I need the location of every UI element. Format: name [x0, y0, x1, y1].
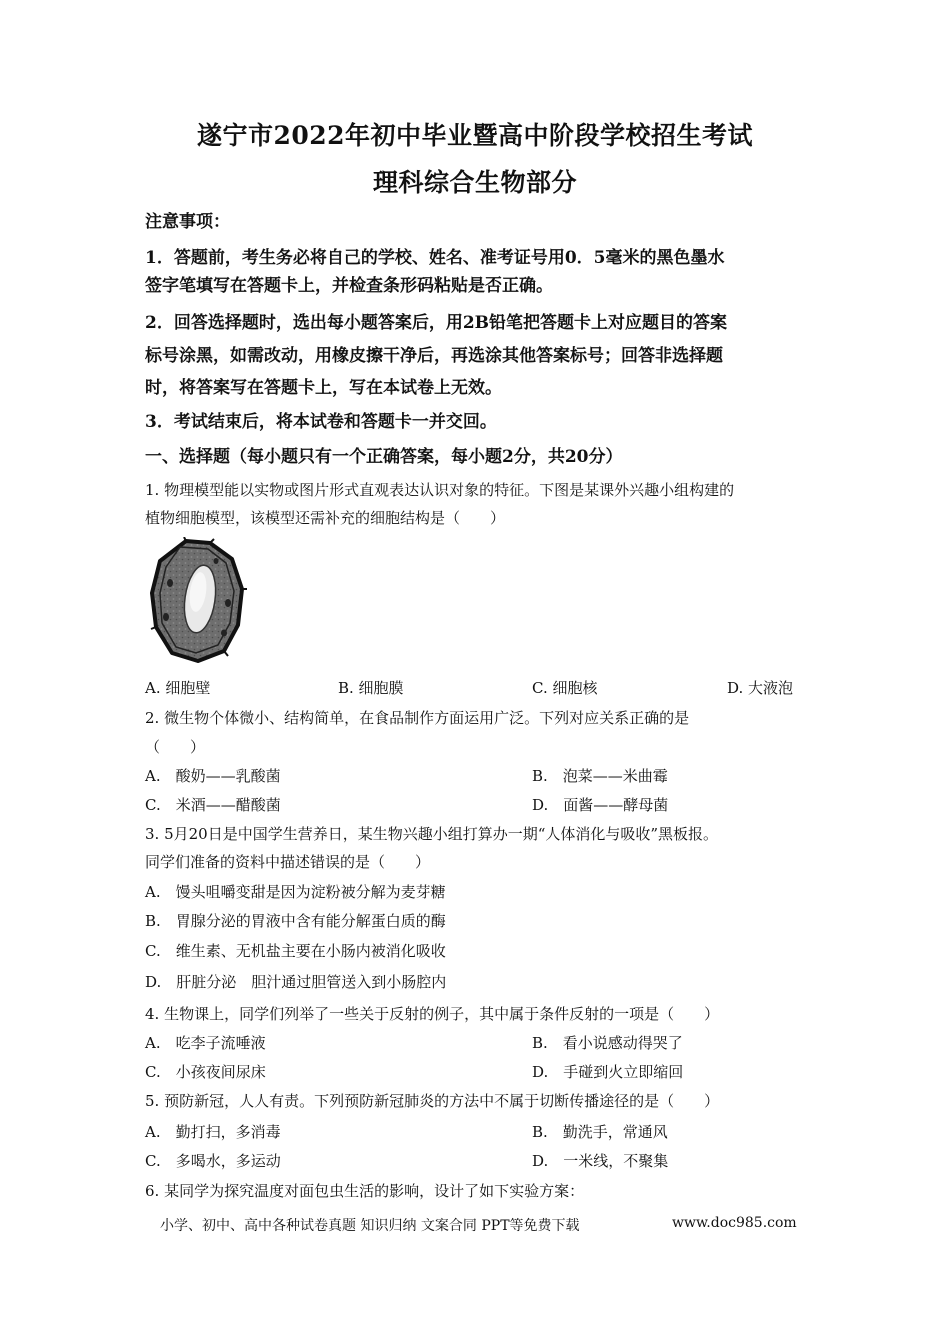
question-4-option-a: A. 吃李子流唾液	[145, 1034, 266, 1052]
notes-line-1: 1．答题前，考生务必将自己的学校、姓名、准考证号用0．5毫米的黑色墨水	[145, 248, 725, 268]
question-2-option-d: D. 面酱——酵母菌	[532, 796, 669, 814]
notes-line-6: 3．考试结束后，将本试卷和答题卡一并交回。	[145, 412, 497, 432]
notes-line-4: 标号涂黑，如需改动，用橡皮擦干净后，再选涂其他答案标号；回答非选择题	[145, 346, 723, 366]
question-1-line-2: 植物细胞模型，该模型还需补充的细胞结构是（ ）	[145, 509, 506, 527]
question-3-line-2: 同学们准备的资料中描述错误的是（ ）	[145, 853, 431, 871]
exam-subtitle: 理科综合生物部分	[372, 168, 577, 197]
notes-heading: 注意事项：	[145, 212, 230, 232]
question-4-option-b: B. 看小说感动得哭了	[532, 1034, 683, 1052]
question-4-line-1: 4. 生物课上，同学们列举了一些关于反射的例子，其中属于条件反射的一项是（ ）	[145, 1005, 720, 1023]
question-3-option-b: B. 胃腺分泌的胃液中含有能分解蛋白质的酶	[145, 912, 446, 930]
notes-line-2: 签字笔填写在答题卡上，并检查条形码粘贴是否正确。	[145, 276, 553, 296]
question-1-option-b: B. 细胞膜	[338, 679, 404, 697]
plant-cell-model-image	[148, 537, 248, 665]
question-3-line-1: 3. 5月20日是中国学生营养日，某生物兴趣小组打算办一期“人体消化与吸收”黑板报。	[145, 825, 719, 843]
exam-title: 遂宁市2022年初中毕业暨高中阶段学校招生考试	[196, 121, 754, 150]
question-2-option-b: B. 泡菜——米曲霉	[532, 767, 668, 785]
question-5-option-b: B. 勤洗手，常通风	[532, 1123, 668, 1141]
question-3-option-d: D. 肝脏分泌 胆汁通过胆管送入到小肠腔内	[145, 973, 447, 991]
question-1-option-d: D. 大液泡	[727, 679, 794, 697]
question-5-option-d: D. 一米线，不聚集	[532, 1152, 669, 1170]
notes-line-3: 2．回答选择题时，选出每小题答案后，用2B铅笔把答题卡上对应题目的答案	[145, 313, 728, 333]
question-6-line-1: 6. 某同学为探究温度对面包虫生活的影响，设计了如下实验方案：	[145, 1182, 585, 1200]
question-2-option-c: C. 米酒——醋酸菌	[145, 796, 281, 814]
question-5-option-a: A. 勤打扫，多消毒	[145, 1123, 281, 1141]
question-5-line-1: 5. 预防新冠，人人有责。下列预防新冠肺炎的方法中不属于切断传播途径的是（ ）	[145, 1092, 720, 1110]
question-1-option-c: C. 细胞核	[532, 679, 598, 697]
question-3-option-a: A. 馒头咀嚼变甜是因为淀粉被分解为麦芽糖	[145, 883, 446, 901]
question-5-option-c: C. 多喝水，多运动	[145, 1152, 281, 1170]
question-2-line-2: （ ）	[145, 738, 206, 756]
footer-text: 小学、初中、高中各种试卷真题 知识归纳 文案合同 PPT等免费下载	[160, 1218, 580, 1234]
footer-url[interactable]: www.doc985.com	[672, 1215, 797, 1231]
question-3-option-c: C. 维生素、无机盐主要在小肠内被消化吸收	[145, 942, 446, 960]
question-2-option-a: A. 酸奶——乳酸菌	[145, 767, 281, 785]
question-1-line-1: 1. 物理模型能以实物或图片形式直观表达认识对象的特征。下图是某课外兴趣小组构建的	[145, 481, 735, 499]
question-4-option-c: C. 小孩夜间尿床	[145, 1063, 266, 1081]
question-2-line-1: 2. 微生物个体微小、结构简单，在食品制作方面运用广泛。下列对应关系正确的是	[145, 709, 690, 727]
question-4-option-d: D. 手碰到火立即缩回	[532, 1063, 684, 1081]
notes-line-5: 时，将答案写在答题卡上，写在本试卷上无效。	[145, 378, 502, 398]
section-heading: 一、选择题（每小题只有一个正确答案，每小题2分，共20分）	[145, 447, 623, 467]
question-1-option-a: A. 细胞壁	[145, 679, 211, 697]
